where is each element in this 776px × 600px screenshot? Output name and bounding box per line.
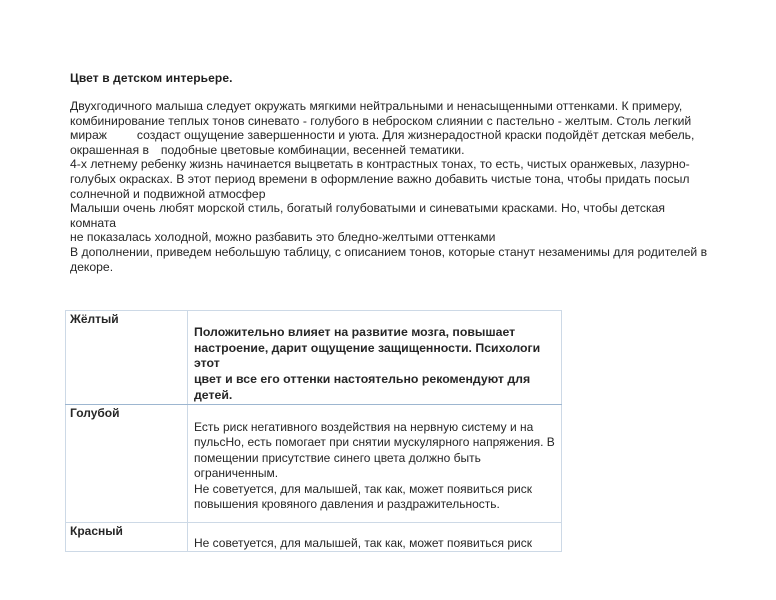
color-name: Голубой (70, 405, 120, 420)
document-title: Цвет в детском интерьере. (70, 71, 233, 85)
description-line: настроение, дарит ощущение защищенности. Психологи этот (194, 340, 541, 371)
body-paragraph (70, 99, 710, 274)
text-line: не показалась холодной, можно разбавить это бледно-желтыми оттенками (70, 230, 496, 245)
table-row (66, 522, 562, 552)
description-line: Не советуется, для малышей, так как, может появиться риск (194, 481, 532, 496)
text-line: 4-х летнему ребенку жизнь начинается выцветать в контрастных тонах, то есть, чистых оранжевых, лазурно- (70, 157, 690, 172)
description-line: ограниченным. (194, 466, 279, 481)
color-name-cell (66, 404, 188, 522)
description-line: Есть риск негативного воздействия на нервную систему и на (194, 419, 534, 434)
text-line (70, 143, 710, 158)
table-row (66, 311, 562, 405)
description-cell (188, 404, 562, 522)
color-table (65, 310, 562, 552)
color-name: Красный (70, 523, 123, 538)
text-line (70, 128, 710, 143)
text-fragment: подобные цветовые комбинации, весенней тематики. (160, 142, 465, 157)
text-line: комбинирование теплых тонов синевато - голубого в неброском слиянии с пастельно - желтым. Столь легкий (70, 113, 692, 128)
description-line: пульсНо, есть помогает при снятии мускулярного напряжения. В (194, 435, 555, 450)
color-name-cell (66, 311, 188, 405)
table-row (66, 404, 562, 522)
text-fragment: создаст ощущение завершенности и уюта. Для жизнерадостной краски подойдёт детская мебель, (136, 128, 695, 143)
text-line: голубых окрасках. В этот период времени в оформление важно добавить чистые тона, чтобы придать посыл (70, 171, 690, 186)
color-name: Жёлтый (70, 312, 119, 326)
description-line: помещении присутствие синего цвета должно быть (194, 450, 481, 465)
text-line: В дополнении, приведем небольшую таблицу, с описанием тонов, которые станут незаменимы для родителей в (70, 244, 708, 259)
text-line: декоре. (70, 259, 114, 274)
description-line: цвет и все его оттенки настоятельно рекомендуют для детей. (194, 372, 531, 402)
text-fragment: мираж (70, 128, 107, 143)
text-line: Малыши очень любят морской стиль, богатый голубоватыми и синеватыми красками. Но, чтобы детская комната (70, 201, 666, 230)
description-cell (188, 522, 562, 552)
description-cell (188, 311, 562, 405)
description-line: Не советуется, для малышей, так как, может появиться риск (194, 535, 532, 550)
text-fragment: окрашенная в (70, 142, 149, 157)
description-line: повышения кровяного давления и раздражительность. (194, 497, 500, 512)
description-line: Положительно влияет на развитие мозга, повышает (194, 325, 516, 339)
text-line: солнечной и подвижной атмосфер (70, 186, 266, 201)
text-line: Двухгодичного малыша следует окружать мягкими нейтральными и ненасыщенными оттенками. К примеру, (70, 99, 683, 113)
color-name-cell (66, 522, 188, 552)
